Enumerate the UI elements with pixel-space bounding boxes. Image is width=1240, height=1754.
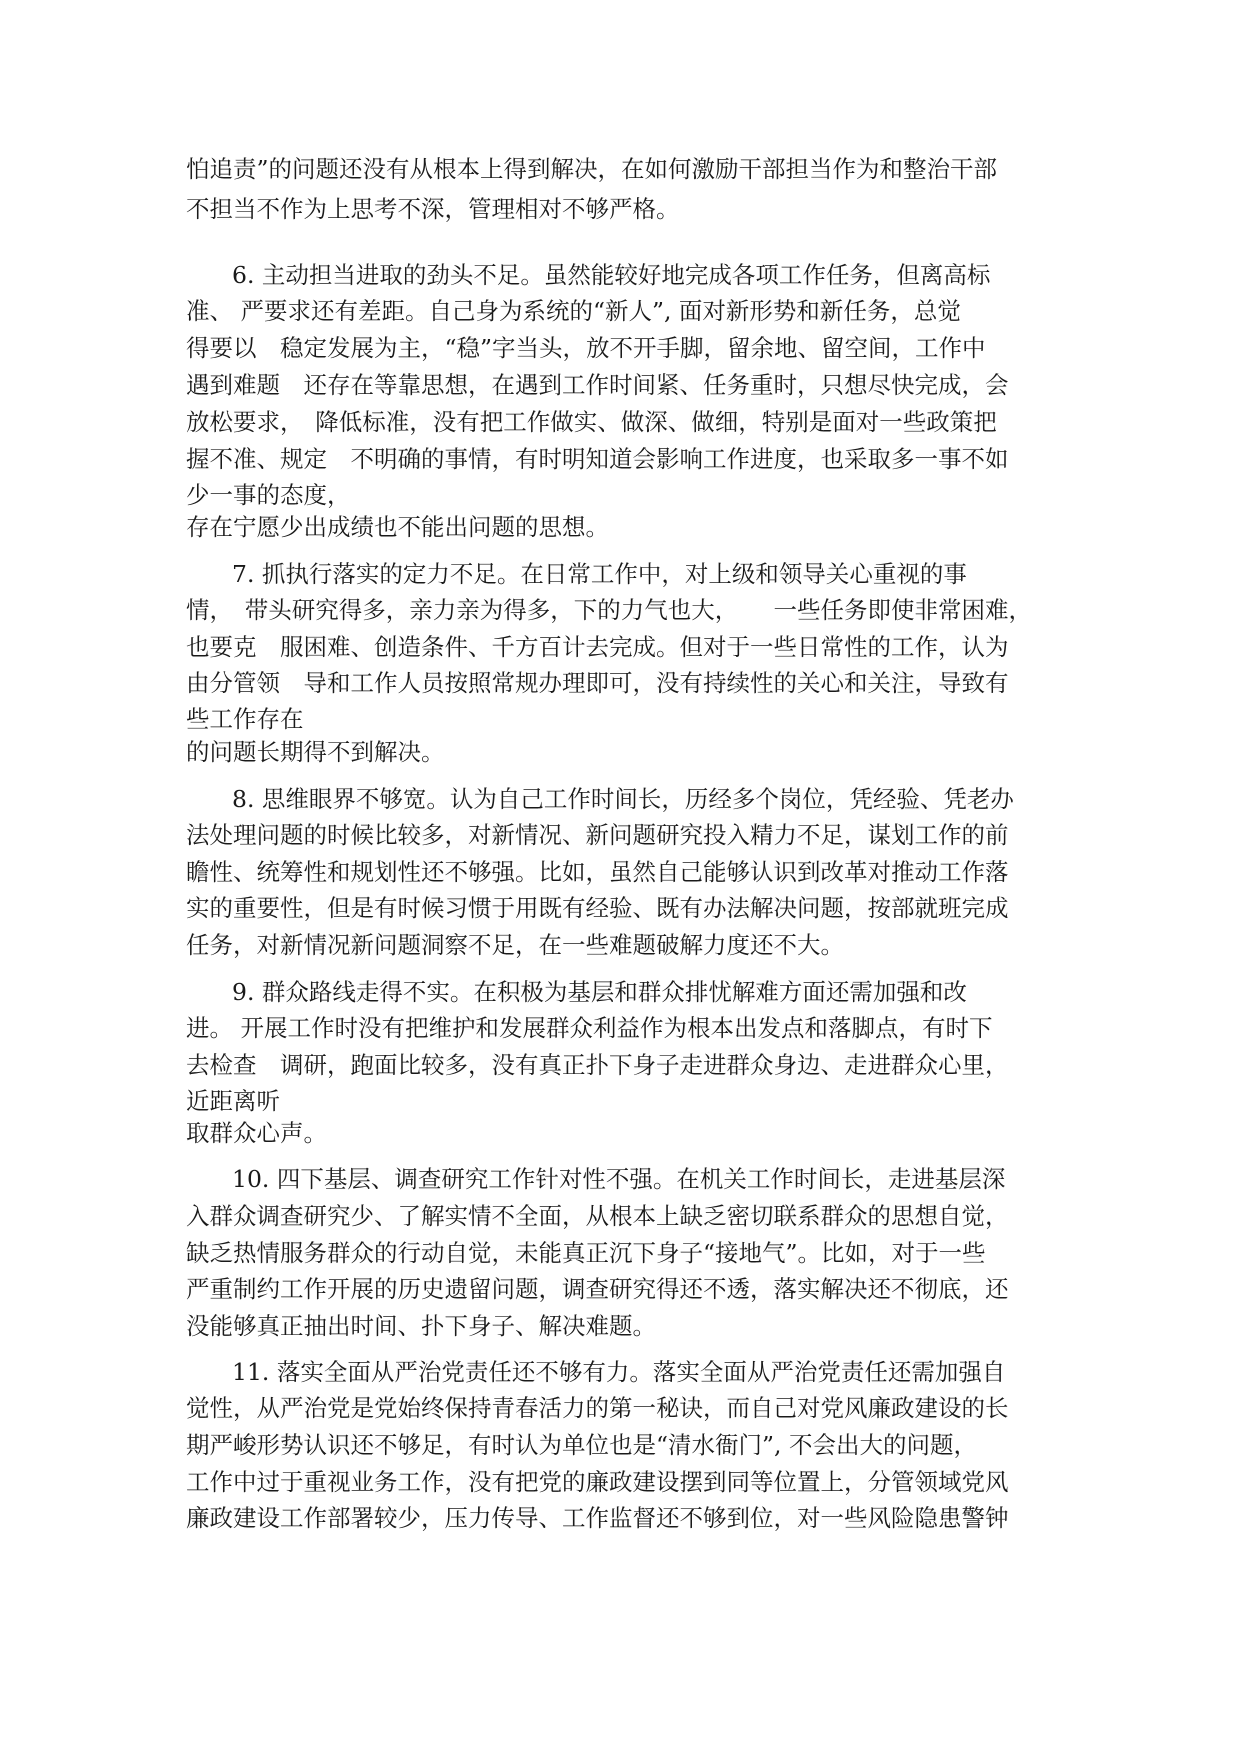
text-line: 7. 抓执行落实的定力不足。在日常工作中，对上级和领导关心重视的事 [232, 560, 967, 588]
text-line: 没能够真正抽出时间、扑下身子、解决难题。 [186, 1312, 656, 1340]
text-line: 瞻性、统筹性和规划性还不够强。比如，虽然自己能够认识到改革对推动工作落 [186, 858, 1009, 886]
text-line: 6. 主动担当进取的劲头不足。虽然能较好地完成各项工作任务，但离高标 [232, 261, 991, 289]
text-line: 工作中过于重视业务工作，没有把党的廉政建设摆到同等位置上，分管领域党风 [186, 1468, 1009, 1496]
text-line: 由分管领 导和工作人员按照常规办理即可，没有持续性的关心和关注，导致有 [186, 669, 1009, 697]
text-line: 近距离听 [186, 1087, 280, 1115]
text-line: 觉性，从严治党是党始终保持青春活力的第一秘诀，而自己对党风廉政建设的长 [186, 1394, 1009, 1422]
text-line: 遇到难题 还存在等靠思想，在遇到工作时间紧、任务重时，只想尽快完成，会 [186, 371, 1009, 399]
text-line: 也要克 服困难、创造条件、千方百计去完成。但对于一些日常性的工作，认为 [186, 633, 1009, 661]
text-line: 11. 落实全面从严治党责任还不够有力。落实全面从严治党责任还需加强自 [232, 1358, 1006, 1386]
text-line: 准、 严要求还有差距。自己身为系统的“新人”, 面对新形势和新任务，总觉 [186, 297, 961, 325]
text-line: 严重制约工作开展的历史遗留问题，调查研究得还不透，落实解决还不彻底，还 [186, 1275, 1009, 1303]
text-line: 情， 带头研究得多，亲力亲为得多，下的力气也大， 一些任务即使非常困难， [186, 596, 1032, 624]
text-line: 握不准、规定 不明确的事情，有时明知道会影响工作进度，也采取多一事不如 [186, 445, 1009, 473]
text-line: 不担当不作为上思考不深，管理相对不够严格。 [186, 195, 680, 223]
text-line: 去检查 调研，跑面比较多，没有真正扑下身子走进群众身边、走进群众心里， [186, 1051, 1009, 1079]
text-line: 少一事的态度， [186, 481, 351, 509]
text-line: 存在宁愿少出成绩也不能出问题的思想。 [186, 513, 609, 541]
text-line: 入群众调查研究少、了解实情不全面，从根本上缺乏密切联系群众的思想自觉， [186, 1202, 1009, 1230]
text-line: 法处理问题的时候比较多，对新情况、新问题研究投入精力不足，谋划工作的前 [186, 821, 1009, 849]
text-line: 怕追责”的问题还没有从根本上得到解决，在如何激励干部担当作为和整治干部 [186, 155, 998, 183]
text-line: 廉政建设工作部署较少，压力传导、工作监督还不够到位，对一些风险隐患警钟 [186, 1504, 1009, 1532]
text-line: 放松要求， 降低标准，没有把工作做实、做深、做细，特别是面对一些政策把 [186, 408, 997, 436]
text-line: 9. 群众路线走得不实。在积极为基层和群众排忧解难方面还需加强和改 [232, 978, 967, 1006]
text-line: 8. 思维眼界不够宽。认为自己工作时间长，历经多个岗位，凭经验、凭老办 [232, 785, 1014, 813]
text-line: 期严峻形势认识还不够足，有时认为单位也是“清水衙门”, 不会出大的问题， [186, 1431, 977, 1459]
text-line: 取群众心声。 [186, 1119, 327, 1147]
text-line: 些工作存在 [186, 705, 304, 733]
text-line: 任务，对新情况新问题洞察不足，在一些难题破解力度还不大。 [186, 931, 844, 959]
body-text [186, 0, 1056, 1754]
text-line: 进。 开展工作时没有把维护和发展群众利益作为根本出发点和落脚点，有时下 [186, 1014, 993, 1042]
text-line: 缺乏热情服务群众的行动自觉，未能真正沉下身子“接地气”。比如，对于一些 [186, 1239, 986, 1267]
text-line: 得要以 稳定发展为主，“稳”字当头，放不开手脚，留余地、留空间，工作中 [186, 334, 986, 362]
text-line: 10. 四下基层、调查研究工作针对性不强。在机关工作时间长，走进基层深 [232, 1165, 1006, 1193]
text-line: 实的重要性，但是有时候习惯于用既有经验、既有办法解决问题，按部就班完成 [186, 894, 1009, 922]
text-line: 的问题长期得不到解决。 [186, 738, 445, 766]
